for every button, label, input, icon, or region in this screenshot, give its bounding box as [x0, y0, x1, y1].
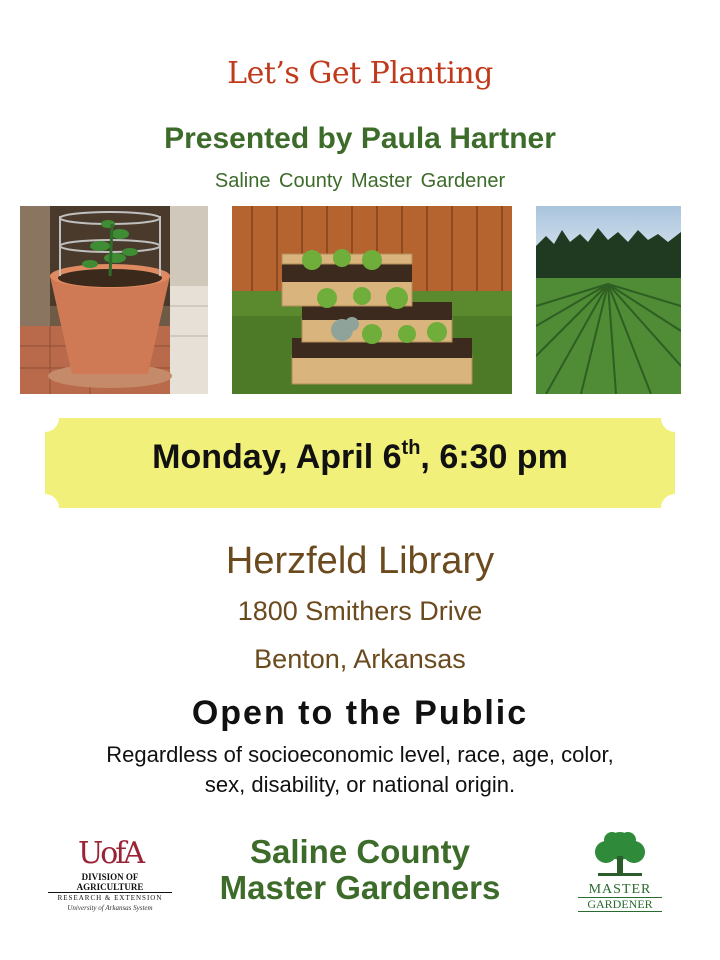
- venue-address: 1800 Smithers Drive: [237, 596, 483, 626]
- uark-logo-line-3: University of Arkansas System: [67, 904, 153, 912]
- uark-logo-mark: UofA: [77, 836, 143, 871]
- uark-logo-line-2: RESEARCH & EXTENSION: [48, 892, 172, 903]
- venue-name: Herzfeld Library: [225, 540, 495, 582]
- notice-line-2: sex, disability, or national origin.: [204, 772, 516, 797]
- potted-tomato-plant-photo: [20, 206, 208, 394]
- uark-division-of-agriculture-logo: [48, 836, 172, 912]
- nondiscrimination-notice: [0, 740, 720, 800]
- event-date-time: Monday, April 6th, 6:30 pm: [152, 437, 568, 476]
- open-to-public-heading: Open to the Public: [191, 694, 529, 732]
- tree-icon: [590, 830, 650, 878]
- page-title: Let’s Get Planting: [227, 56, 493, 91]
- mg-logo-line-2: GARDENER: [578, 897, 662, 912]
- org-name-line-2: Master Gardeners: [219, 869, 501, 906]
- org-name-line-1: Saline County: [249, 833, 471, 870]
- notice-line-1: Regardless of socioeconomic level, race, age, color,: [106, 742, 614, 767]
- mg-logo-line-1: MASTER: [588, 882, 652, 897]
- venue-city: Benton, Arkansas: [254, 644, 466, 674]
- crop-field-rows-photo: [536, 206, 681, 394]
- master-gardener-logo: [574, 830, 666, 910]
- presenter-role: Saline County Master Gardener: [214, 170, 506, 192]
- presenter-name: Presented by Paula Hartner: [164, 122, 556, 155]
- tiered-raised-garden-bed-photo: [232, 206, 512, 394]
- uark-logo-line-1: DIVISION OF AGRICULTURE: [76, 872, 144, 892]
